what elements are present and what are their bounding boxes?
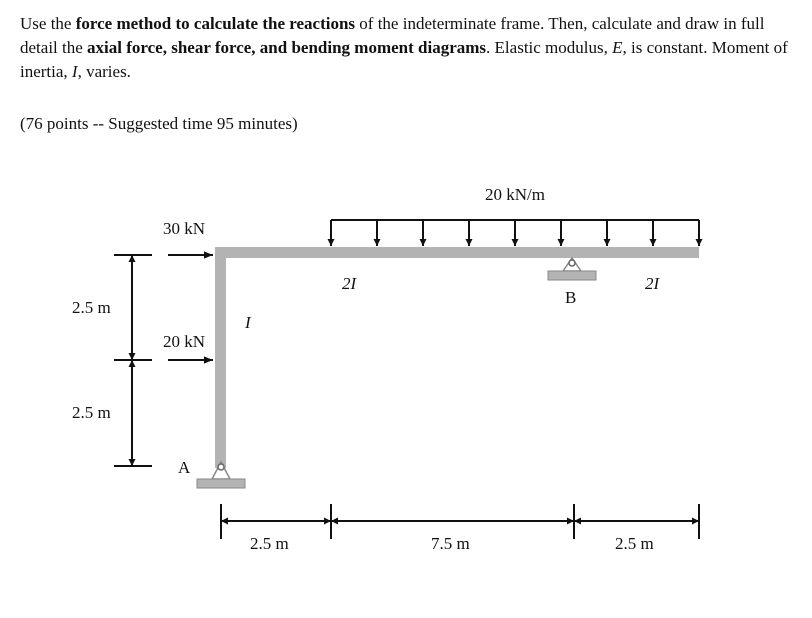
- bold-phrase-reactions: force method to calculate the reactions: [75, 14, 356, 33]
- inertia-label-column: I: [245, 313, 251, 332]
- pin-support-b: [548, 258, 596, 280]
- span-label-3: 2.5 m: [615, 534, 654, 553]
- problem-paragraph: Use the force method to calculate the reactions of the indeterminate frame. Then, calculate and draw in full detail the axial force, shear force, and bending moment diagrams. Elastic modulus, E, is constant. Moment of inertia, I, varies.: [20, 14, 788, 81]
- var-i: I: [71, 62, 78, 81]
- inertia-label-beam-left: 2I: [342, 274, 357, 293]
- points-note: (76 points -- Suggested time 95 minutes): [20, 114, 298, 133]
- pin-support-a: [197, 462, 245, 488]
- column-member: [215, 247, 226, 468]
- inertia-label-beam-right: 2I: [645, 274, 660, 293]
- load-label-mid: 20 kN: [163, 332, 206, 351]
- beam-member: [215, 247, 699, 258]
- support-label-b: B: [565, 288, 577, 307]
- dim-label-upper: 2.5 m: [72, 298, 111, 317]
- load-label-top: 30 kN: [163, 219, 206, 238]
- support-label-a: A: [178, 458, 191, 477]
- span-label-2: 7.5 m: [431, 534, 470, 553]
- distributed-load-arrows: [331, 220, 699, 246]
- bold-phrase-diagrams: axial force, shear force, and bending moment diagrams: [87, 38, 487, 57]
- vertical-dimension: [114, 255, 152, 466]
- distributed-load-label: 20 kN/m: [485, 185, 545, 204]
- dim-label-lower: 2.5 m: [72, 403, 111, 422]
- var-e: E: [612, 38, 623, 57]
- span-label-1: 2.5 m: [250, 534, 289, 553]
